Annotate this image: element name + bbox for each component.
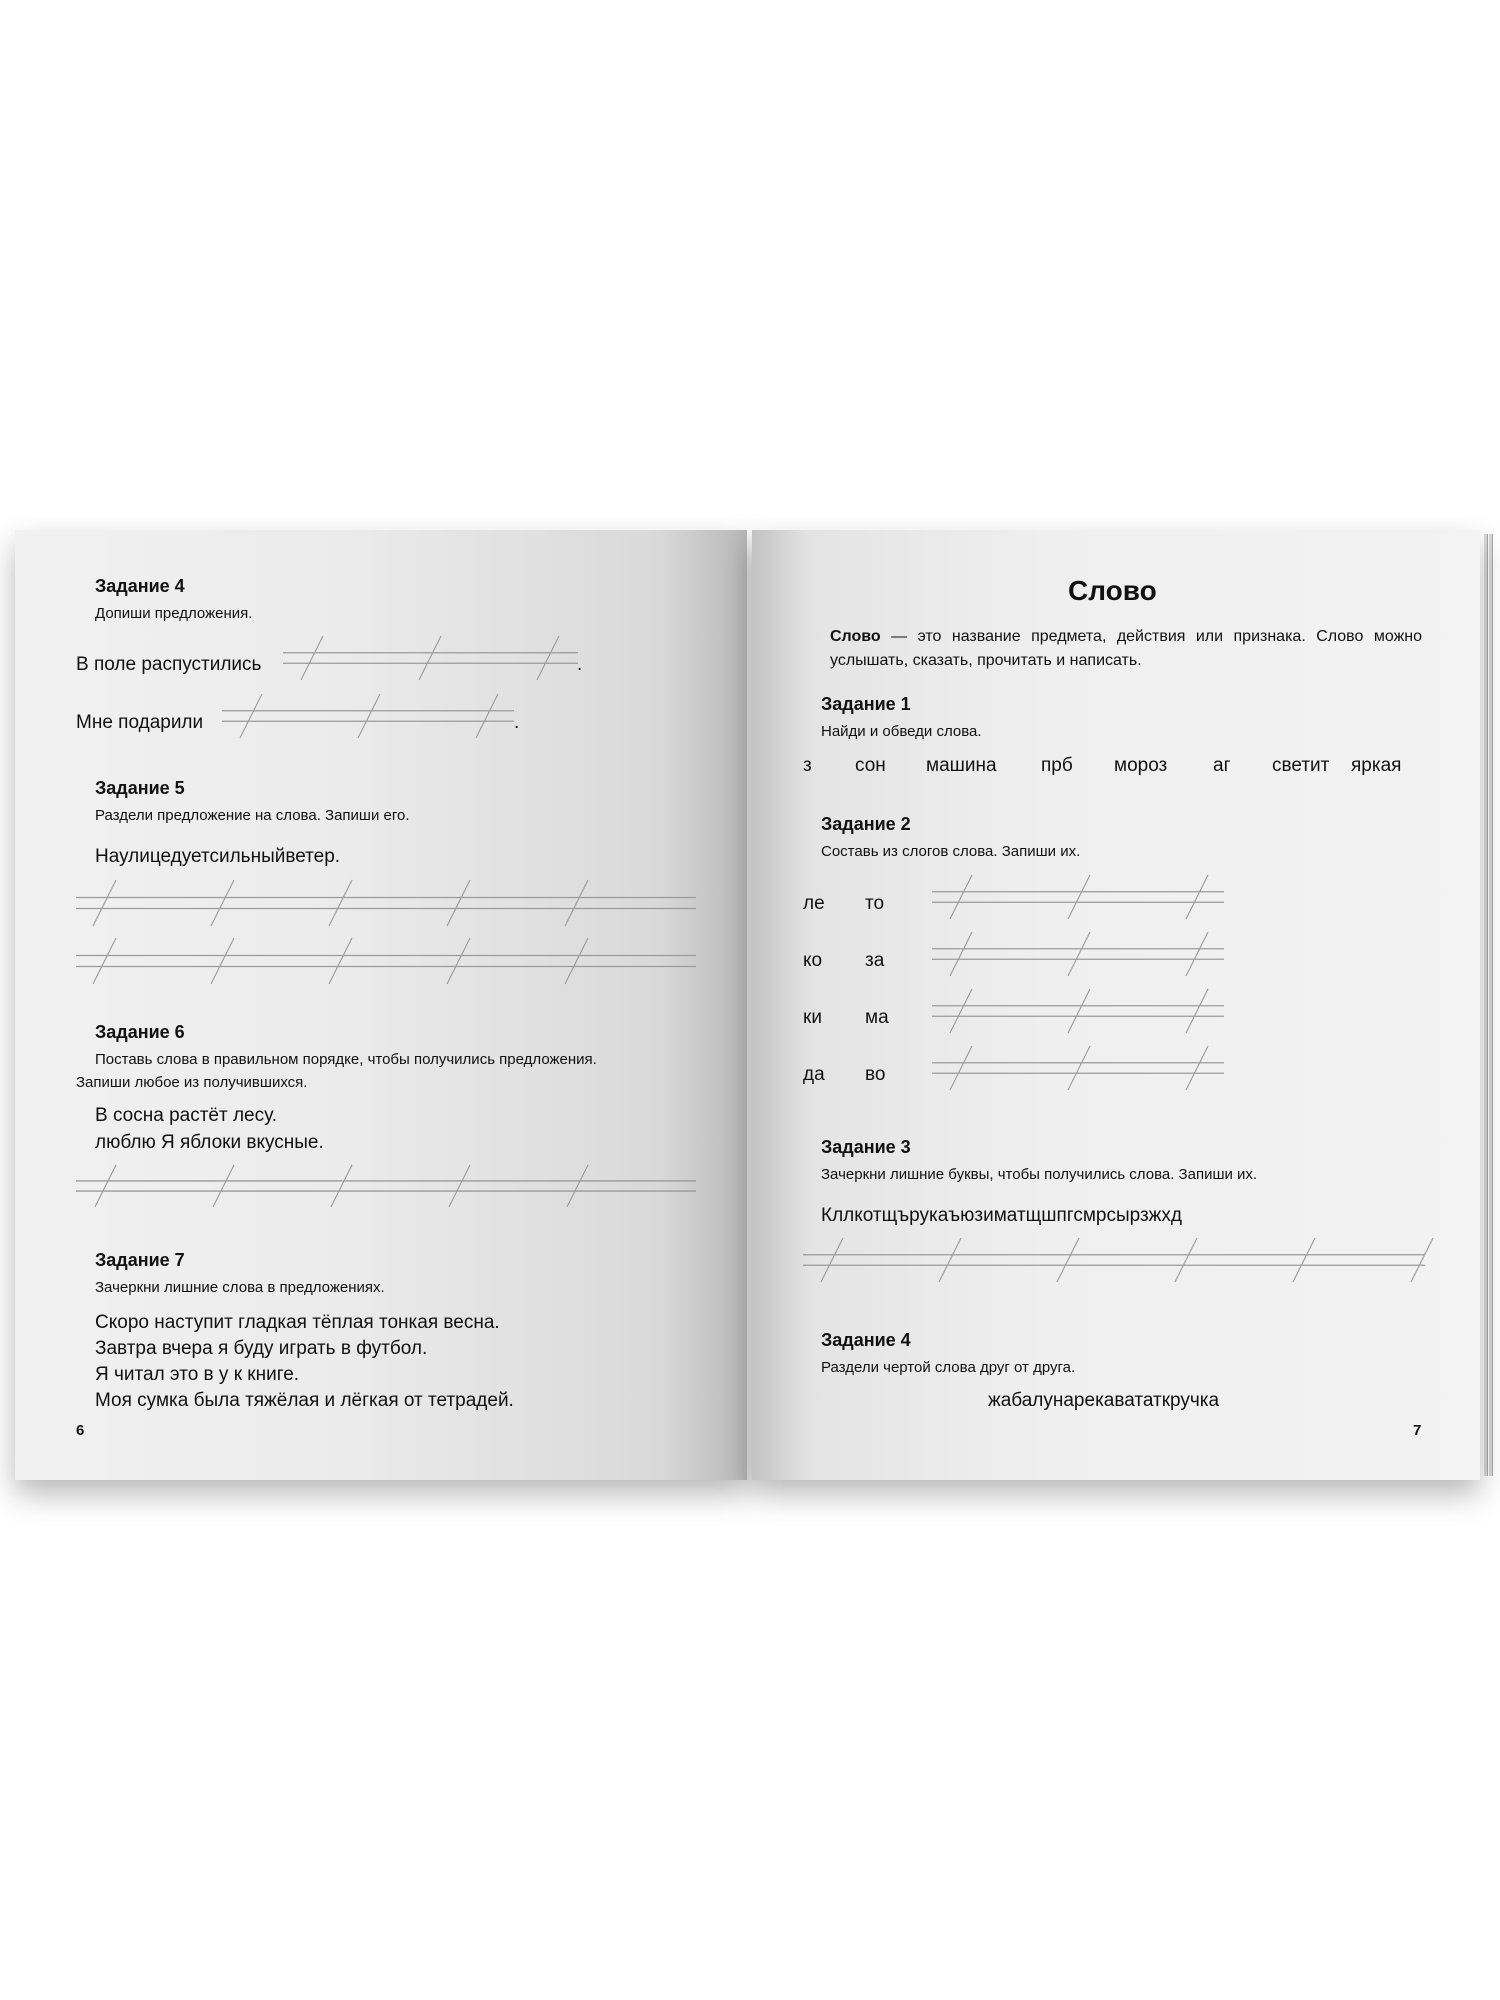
slant-guide	[1186, 989, 1208, 1033]
syllable: ки	[803, 1007, 822, 1028]
word-item: аг	[1213, 755, 1231, 776]
slant-guide	[211, 880, 234, 926]
syllable: ко	[803, 950, 823, 971]
task-instruction: Составь из слогов слова. Запиши их.	[821, 843, 1081, 860]
page-number: 6	[76, 1422, 85, 1439]
slant-guide	[419, 636, 441, 680]
task-title: Задание 6	[95, 1022, 185, 1042]
slant-guide	[1068, 875, 1090, 919]
page-title: Слово	[1068, 575, 1157, 606]
slant-guide	[358, 694, 380, 738]
slant-guide	[213, 1165, 234, 1207]
slant-guide	[331, 1165, 352, 1207]
task-text: жабалунарекавататкручка	[988, 1390, 1220, 1411]
sentence-end: .	[577, 654, 583, 675]
slant-guide	[821, 1238, 843, 1282]
task-title: Задание 2	[821, 814, 911, 834]
task-sentence: Моя сумка была тяжёлая и лёгкая от тетрадей.	[95, 1390, 514, 1411]
task-sentence: люблю Я яблоки вкусные.	[95, 1132, 324, 1153]
writing-line	[283, 636, 578, 680]
word-item: мороз	[1114, 755, 1168, 776]
slant-guide	[476, 694, 498, 738]
writing-line	[932, 932, 1224, 976]
task-sentence: Скоро наступит гладкая тёплая тонкая весна.	[95, 1312, 500, 1333]
writing-line	[803, 1238, 1425, 1282]
task-title: Задание 4	[95, 576, 185, 596]
task-instruction: Раздели чертой слова друг от друга.	[821, 1359, 1076, 1376]
writing-line	[932, 875, 1224, 919]
writing-line	[76, 880, 696, 926]
slant-guide	[1068, 989, 1090, 1033]
task-instruction: Раздели предложение на слова. Запиши его.	[95, 807, 410, 824]
task-title: Задание 3	[821, 1137, 911, 1157]
writing-line	[76, 938, 696, 984]
slant-guide	[449, 1165, 470, 1207]
sentence-end: .	[514, 712, 520, 733]
writing-line	[932, 989, 1224, 1033]
slant-guide	[1068, 932, 1090, 976]
slant-guide	[565, 938, 588, 984]
task-instruction: Найди и обведи слова.	[821, 723, 982, 740]
slant-guide	[939, 1238, 961, 1282]
slant-guide	[447, 880, 470, 926]
sentence-start: Мне подарили	[76, 712, 204, 733]
slant-guide	[1068, 1046, 1090, 1090]
word-item: яркая	[1351, 755, 1402, 776]
syllable: то	[865, 893, 885, 914]
slant-guide	[950, 875, 972, 919]
definition-term: Слово	[830, 628, 881, 645]
slant-guide	[93, 880, 116, 926]
task-sentence: Я читал это в у к книге.	[95, 1364, 300, 1385]
slant-guide	[211, 938, 234, 984]
syllable: во	[865, 1064, 886, 1085]
slant-guide	[1186, 1046, 1208, 1090]
syllable: да	[803, 1064, 825, 1085]
slant-guide	[1293, 1238, 1315, 1282]
slant-guide	[301, 636, 323, 680]
task-title: Задание 5	[95, 778, 185, 798]
task-instruction: Зачеркни лишние буквы, чтобы получились слова. Запиши их.	[821, 1166, 1258, 1183]
task-title: Задание 4	[821, 1330, 911, 1350]
slant-guide	[567, 1165, 588, 1207]
word-item: машина	[926, 755, 997, 776]
slant-guide	[93, 938, 116, 984]
word-item: светит	[1272, 755, 1330, 776]
writing-line	[76, 1165, 696, 1207]
task-sentence: Завтра вчера я буду играть в футбол.	[95, 1338, 428, 1359]
task-instruction: Зачеркни лишние слова в предложениях.	[95, 1279, 385, 1296]
writing-line	[932, 1046, 1224, 1090]
definition-paragraph	[830, 625, 1422, 673]
task-title: Задание 7	[95, 1250, 185, 1270]
syllable: ле	[803, 893, 825, 914]
slant-guide	[537, 636, 559, 680]
slant-guide	[950, 932, 972, 976]
task-text: Наулицедуетсильныйветер.	[95, 846, 341, 867]
slant-guide	[95, 1165, 116, 1207]
task-instruction: Поставь слова в правильном порядке, чтобы получились предложения.	[95, 1051, 597, 1068]
slant-guide	[329, 938, 352, 984]
syllable: за	[865, 950, 885, 971]
definition-text: — это название предмета, действия или признака. Слово можно услышать, сказать, прочитать и написать.	[830, 628, 1422, 669]
slant-guide	[1186, 932, 1208, 976]
word-item: з	[803, 755, 812, 776]
task-title: Задание 1	[821, 694, 911, 714]
task-sentence: В сосна растёт лесу.	[95, 1105, 277, 1126]
task-text: Кллкотщърукаъюзиматщшпгсмрсырзжхд	[821, 1205, 1182, 1226]
slant-guide	[240, 694, 262, 738]
word-item: прб	[1041, 755, 1073, 776]
slant-guide	[447, 938, 470, 984]
slant-guide	[950, 989, 972, 1033]
syllable: ма	[865, 1007, 889, 1028]
slant-guide	[565, 880, 588, 926]
page-number: 7	[1413, 1422, 1422, 1439]
page-edge	[1484, 534, 1488, 1476]
sentence-start: В поле распустились	[76, 654, 262, 675]
task-instruction: Допиши предложения.	[95, 605, 253, 622]
page-edge	[1489, 534, 1493, 1476]
slant-guide	[329, 880, 352, 926]
slant-guide	[1186, 875, 1208, 919]
slant-guide	[950, 1046, 972, 1090]
task-instruction: Запиши любое из получившихся.	[76, 1074, 308, 1091]
writing-line	[222, 694, 514, 738]
slant-guide	[1057, 1238, 1079, 1282]
slant-guide	[1175, 1238, 1197, 1282]
word-item: сон	[855, 755, 886, 776]
